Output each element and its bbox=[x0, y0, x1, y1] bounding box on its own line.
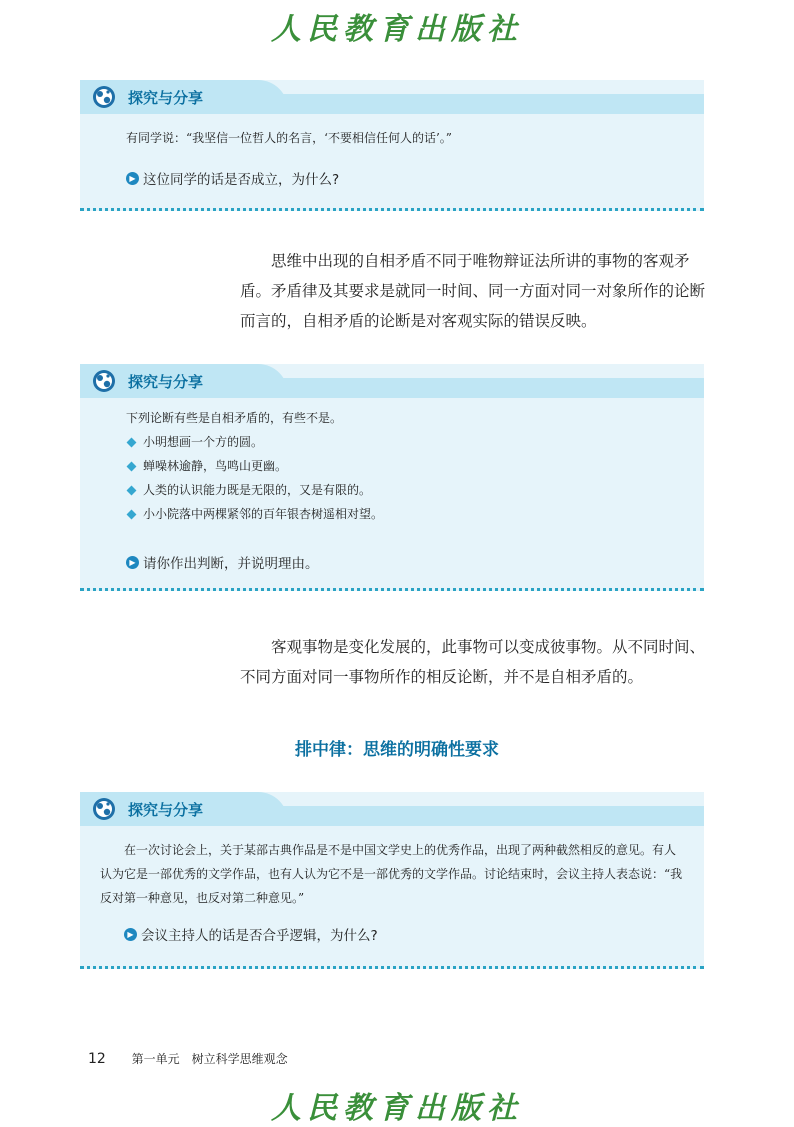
page-number: 12 bbox=[88, 1051, 106, 1067]
list-item: 蝉噪林逾静，鸟鸣山更幽。 bbox=[126, 454, 658, 478]
question-line bbox=[126, 168, 658, 188]
box-header bbox=[80, 364, 704, 398]
publisher-logo-bottom: 人民教育出版社 bbox=[271, 1091, 523, 1126]
question-line bbox=[126, 552, 658, 572]
box-paragraph: 下列论断有些是自相矛盾的，有些不是。 bbox=[126, 411, 343, 425]
globe-icon bbox=[92, 85, 116, 109]
page-footer bbox=[88, 1050, 288, 1067]
diamond-bullet-icon bbox=[127, 509, 137, 519]
list-item: 人类的认识能力既是无限的，又是有限的。 bbox=[126, 478, 658, 502]
arrow-right-icon: ▶ bbox=[126, 172, 139, 185]
box-title: 探究与分享 bbox=[128, 801, 204, 819]
globe-icon bbox=[92, 369, 116, 393]
box-header bbox=[80, 80, 704, 114]
main-paragraph-2 bbox=[240, 632, 710, 692]
main-paragraph-1 bbox=[240, 246, 710, 336]
explore-share-box-1 bbox=[80, 80, 704, 211]
question-line bbox=[100, 924, 684, 944]
main-text-paragraph: 思维中出现的自相矛盾不同于唯物辩证法所讲的事物的客观矛盾。矛盾律及其要求是就同一时间、同一方面对同一对象所作的论断而言的，自相矛盾的论断是对客观实际的错误反映。 bbox=[240, 252, 706, 330]
arrow-right-icon: ▶ bbox=[124, 928, 137, 941]
question-text: 请你作出判断，并说明理由。 bbox=[143, 556, 319, 572]
box-paragraph: 有同学说：“我坚信一位哲人的名言，‘不要相信任何人的话’。” bbox=[126, 131, 452, 145]
diamond-bullet-icon bbox=[127, 437, 137, 447]
section-heading: 排中律：思维的明确性要求 bbox=[295, 740, 499, 760]
box-title: 探究与分享 bbox=[128, 373, 204, 391]
question-text: 会议主持人的话是否合乎逻辑，为什么? bbox=[141, 928, 378, 944]
diamond-bullet-icon bbox=[127, 485, 137, 495]
box-paragraph: 在一次讨论会上，关于某部古典作品是不是中国文学史上的优秀作品，出现了两种截然相反的意见。有人认为它是一部优秀的文学作品，也有人认为它不是一部优秀的文学作品。讨论结束时，会议主持人表态说：“我反对第一种意见，也反对第二种意见。” bbox=[100, 843, 683, 905]
explore-share-box-2 bbox=[80, 364, 704, 591]
unit-label: 第一单元 树立科学思维观念 bbox=[131, 1052, 288, 1066]
arrow-right-icon: ▶ bbox=[126, 556, 139, 569]
globe-icon bbox=[92, 797, 116, 821]
question-text: 这位同学的话是否成立，为什么? bbox=[143, 172, 340, 188]
publisher-logo-top: 人民教育出版社 bbox=[271, 12, 523, 47]
box-title: 探究与分享 bbox=[128, 89, 204, 107]
list-item: 小小院落中两棵紧邻的百年银杏树遥相对望。 bbox=[126, 502, 658, 526]
diamond-bullet-icon bbox=[127, 461, 137, 471]
list-item: 小明想画一个方的圆。 bbox=[126, 430, 658, 454]
main-text-paragraph: 客观事物是变化发展的，此事物可以变成彼事物。从不同时间、不同方面对同一事物所作的相反论断，并不是自相矛盾的。 bbox=[240, 638, 706, 686]
box-header bbox=[80, 792, 704, 826]
explore-share-box-3 bbox=[80, 792, 704, 969]
